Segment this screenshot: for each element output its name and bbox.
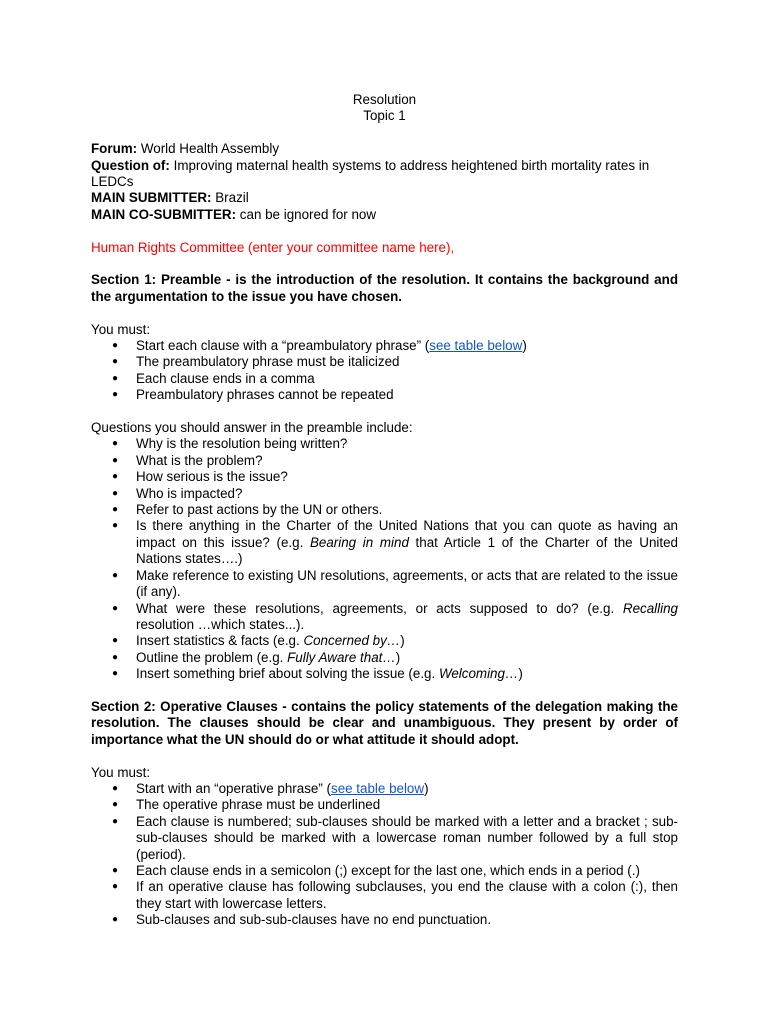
section1-must-intro: You must: — [91, 321, 151, 337]
list-item-text: Is there anything in the Charter of the United Nations that you can quote as having an impact on this issue? (e.g. — [136, 518, 678, 550]
list-item — [91, 633, 678, 649]
example-phrase: Recalling — [622, 600, 678, 616]
list-item: ● Each clause ends in a semicolon (;) except for the last one, which ends in a period (.) — [91, 863, 678, 879]
example-phrase: Concerned by… — [303, 633, 401, 649]
list-item-text: ) — [395, 649, 401, 665]
cosubmitter-label: MAIN CO-SUBMITTER: — [91, 206, 237, 222]
list-item — [91, 781, 678, 797]
section1-questions-list — [91, 436, 678, 682]
document-subtitle: Topic 1 — [363, 108, 406, 124]
list-item: ● Make reference to existing UN resolutions, agreements, or acts that are related to the issue (if any). — [91, 568, 678, 601]
submitter-label: MAIN SUBMITTER: — [91, 190, 212, 206]
list-item: ● Each clause ends in a comma — [91, 371, 678, 387]
list-item: ● The operative phrase must be underlined — [91, 797, 678, 813]
section1-heading: Section 1: Preamble - is the introduction of the resolution. It contains the background and the argumentation to the issue you have chosen. — [91, 272, 678, 304]
list-item-text: Insert statistics & facts (e.g. — [136, 633, 304, 649]
section2-heading: Section 2: Operative Clauses - contains the policy statements of the delegation making the resolution. The clauses should be clear and unambiguous. They present by order of importance what the UN should do or what attitude it should adopt. — [91, 698, 678, 747]
list-item-text: What were these resolutions, agreements, or acts supposed to do? (e.g. — [136, 600, 623, 616]
list-item-text: resolution …which states...). — [136, 616, 305, 632]
question-value: Improving maternal health systems to address heightened birth mortality rates in LEDCs — [91, 157, 650, 190]
example-phrase: Bearing in mind — [309, 534, 409, 550]
list-item: ● Preambulatory phrases cannot be repeated — [91, 387, 678, 403]
section1-must-list — [91, 338, 678, 404]
committee-line: Human Rights Committee (enter your committee name here), — [91, 239, 455, 255]
list-item — [91, 650, 678, 666]
list-item-text: Start with an “operative phrase” ( — [136, 780, 331, 796]
list-item: ● What is the problem? — [91, 453, 678, 469]
forum-value: World Health Assembly — [140, 141, 280, 157]
question-label: Question of: — [91, 157, 170, 173]
document-title: Resolution — [352, 92, 417, 107]
cosubmitter-line — [91, 207, 678, 223]
list-item: ● If an operative clause has following subclauses, you end the clause with a colon (:), then they start with lowercase letters. — [91, 879, 678, 912]
list-item-text: ) — [518, 666, 523, 682]
submitter-line — [91, 190, 678, 206]
list-item-text: ) — [424, 780, 429, 796]
list-item-text: Outline the problem (e.g. — [136, 649, 288, 665]
list-item: ● Sub-clauses and sub-sub-clauses have no end punctuation. — [91, 912, 678, 928]
list-item-text: ) — [400, 633, 405, 649]
section2-must-list — [91, 781, 678, 929]
list-item-text: Start each clause with a “preambulatory phrase” ( — [136, 338, 430, 354]
list-item — [91, 518, 678, 567]
forum-line — [91, 141, 678, 157]
document-page — [91, 92, 678, 929]
see-table-link[interactable]: see table below — [429, 338, 523, 354]
list-item: ● Who is impacted? — [91, 486, 678, 502]
list-item — [91, 338, 678, 354]
list-item: ● Each clause is numbered; sub-clauses should be marked with a letter and a bracket ; sub-sub-clauses should be marked with a lowercase roman number followed by a full stop (period). — [91, 814, 678, 863]
list-item — [91, 601, 678, 634]
list-item-text: that Article 1 of the Charter of the United Nations states….) — [136, 534, 678, 567]
example-phrase: Fully Aware that… — [287, 649, 396, 665]
list-item: ● Refer to past actions by the UN or others. — [91, 502, 678, 518]
cosubmitter-value: can be ignored for now — [239, 206, 377, 222]
list-item-text: ) — [522, 338, 527, 354]
list-item-text: Insert something brief about solving the issue (e.g. — [136, 666, 439, 682]
list-item — [91, 666, 678, 682]
question-line — [91, 158, 678, 191]
see-table-link[interactable]: see table below — [331, 780, 425, 796]
list-item: ● How serious is the issue? — [91, 469, 678, 485]
list-item: ● The preambulatory phrase must be italicized — [91, 354, 678, 370]
section2-must-intro: You must: — [91, 764, 151, 780]
section1-questions-intro: Questions you should answer in the preamble include: — [91, 420, 413, 436]
forum-label: Forum: — [91, 141, 138, 157]
submitter-value: Brazil — [215, 190, 249, 206]
list-item: ● Why is the resolution being written? — [91, 436, 678, 452]
example-phrase: Welcoming… — [438, 666, 519, 682]
